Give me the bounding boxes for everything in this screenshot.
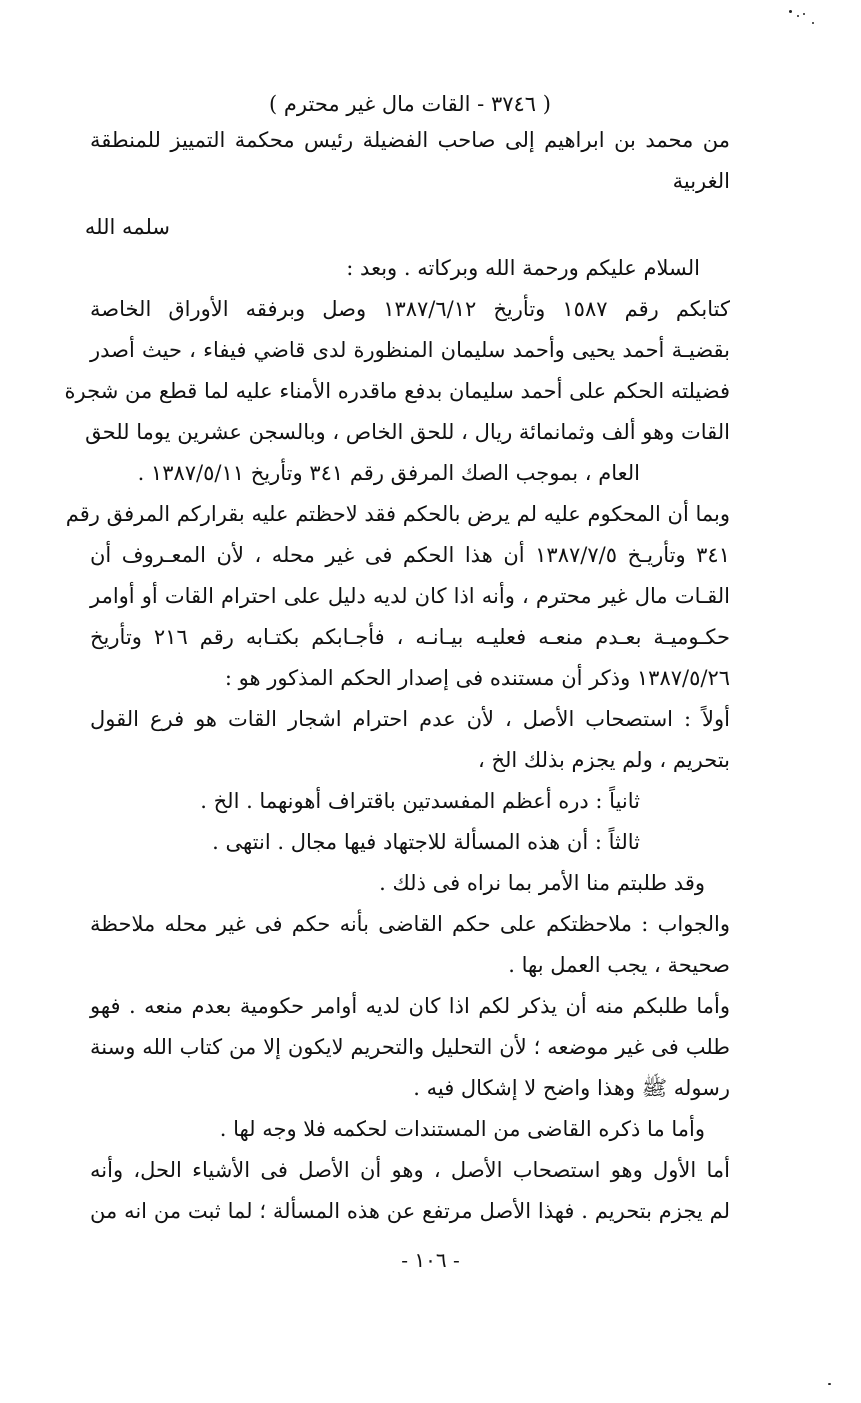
salutation-text: سلمه الله bbox=[84, 215, 170, 239]
body-line: فضيلته الحكم على أحمد سليمان بدفع ماقدره الأمناء عليه لما قطع من شجرة bbox=[64, 379, 730, 403]
body-line: وقد طلبتم منا الأمر بما نراه فى ذلك . bbox=[379, 871, 705, 895]
scan-speck bbox=[797, 15, 799, 17]
body-line: بقضيـة أحمد يحيى وأحمد سليمان المنظورة لدى قاضي فيفاء ، حيث أصدر bbox=[90, 338, 730, 362]
body-block bbox=[64, 289, 730, 1232]
body-line: كتابكم رقم ١٥٨٧ وتأريخ ١٣٨٧/٦/١٢ وصل وبرفقه الأوراق الخاصة bbox=[90, 297, 730, 321]
greeting-block bbox=[90, 248, 730, 289]
page-number: - ١٠٦ - bbox=[401, 1248, 460, 1272]
header-block bbox=[90, 120, 730, 202]
scan-speck bbox=[828, 1383, 831, 1385]
body-line: حكـوميـة بعـدم منعـه فعليـه بيـانـه ، فأجـابكم بكتـابه رقم ٢١٦ وتأريخ bbox=[90, 625, 730, 649]
header-line: من محمد بن ابراهيم إلى صاحب الفضيلة رئيس محكمة التمييز للمنطقة bbox=[90, 128, 730, 152]
greeting-text: السلام عليكم ورحمة الله وبركاته . وبعد : bbox=[346, 256, 700, 280]
body-line: القـات مال غير محترم ، وأنه اذا كان لديه دليل على احترام القات أو أوامر bbox=[90, 584, 730, 608]
body-line: بتحريم ، ولم يجزم بذلك الخ ، bbox=[477, 748, 730, 772]
body-line: وأما ما ذكره القاضى من المستندات لحكمه فلا وجه لها . bbox=[219, 1117, 705, 1141]
body-line: لم يجزم بتحريم . فهذا الأصل مرتفع عن هذه المسألة ؛ لما ثبت من انه من bbox=[90, 1199, 730, 1223]
body-line: صحيحة ، يجب العمل بها . bbox=[508, 953, 730, 977]
scan-speck bbox=[803, 13, 805, 15]
body-line: ١٣٨٧/٥/٢٦ وذكر أن مستنده فى إصدار الحكم المذكور هو : bbox=[224, 666, 730, 690]
body-line: أولاً : استصحاب الأصل ، لأن عدم احترام اشجار القات هو فرع القول bbox=[90, 707, 730, 731]
body-line: ثانياً : دره أعظم المفسدتين باقتراف أهونهما . الخ . bbox=[200, 789, 640, 813]
scan-speck bbox=[789, 10, 792, 13]
body-line: ثالثاً : أن هذه المسألة للاجتهاد فيها مجال . انتهى . bbox=[212, 830, 640, 854]
body-line: طلب فى غير موضعه ؛ لأن التحليل والتحريم لايكون إلا من كتاب الله وسنة bbox=[90, 1035, 730, 1059]
scan-speck bbox=[812, 22, 814, 24]
document-title: ( ٣٧٤٦ - القات مال غير محترم ) bbox=[269, 92, 551, 116]
body-line: أما الأول وهو استصحاب الأصل ، وهو أن الأصل فى الأشياء الحل، وأنه bbox=[90, 1158, 730, 1182]
body-line: ٣٤١ وتأريـخ ١٣٨٧/٧/٥ أن هذا الحكم فى غير محله ، لأن المعـروف أن bbox=[90, 543, 730, 567]
body-line: العام ، بموجب الصك المرفق رقم ٣٤١ وتأريخ ١٣٨٧/٥/١١ . bbox=[137, 461, 640, 485]
header-line: الغربية bbox=[672, 169, 730, 193]
body-line: وأما طلبكم منه أن يذكر لكم اذا كان لديه أوامر حكومية بعدم منعه . فهو bbox=[90, 994, 730, 1018]
salutation-block bbox=[84, 207, 730, 248]
body-line: والجواب : ملاحظتكم على حكم القاضى بأنه حكم فى غير محله ملاحظة bbox=[90, 912, 730, 936]
body-line: القات وهو ألف وثمانمائة ريال ، للحق الخاص ، وبالسجن عشرين يوما للحق bbox=[85, 420, 730, 444]
body-line: رسوله ﷺ وهذا واضح لا إشكال فيه . bbox=[413, 1076, 730, 1100]
body-line: وبما أن المحكوم عليه لم يرض بالحكم فقد لاحظتم عليه بقراركم المرفق رقم bbox=[65, 502, 730, 526]
